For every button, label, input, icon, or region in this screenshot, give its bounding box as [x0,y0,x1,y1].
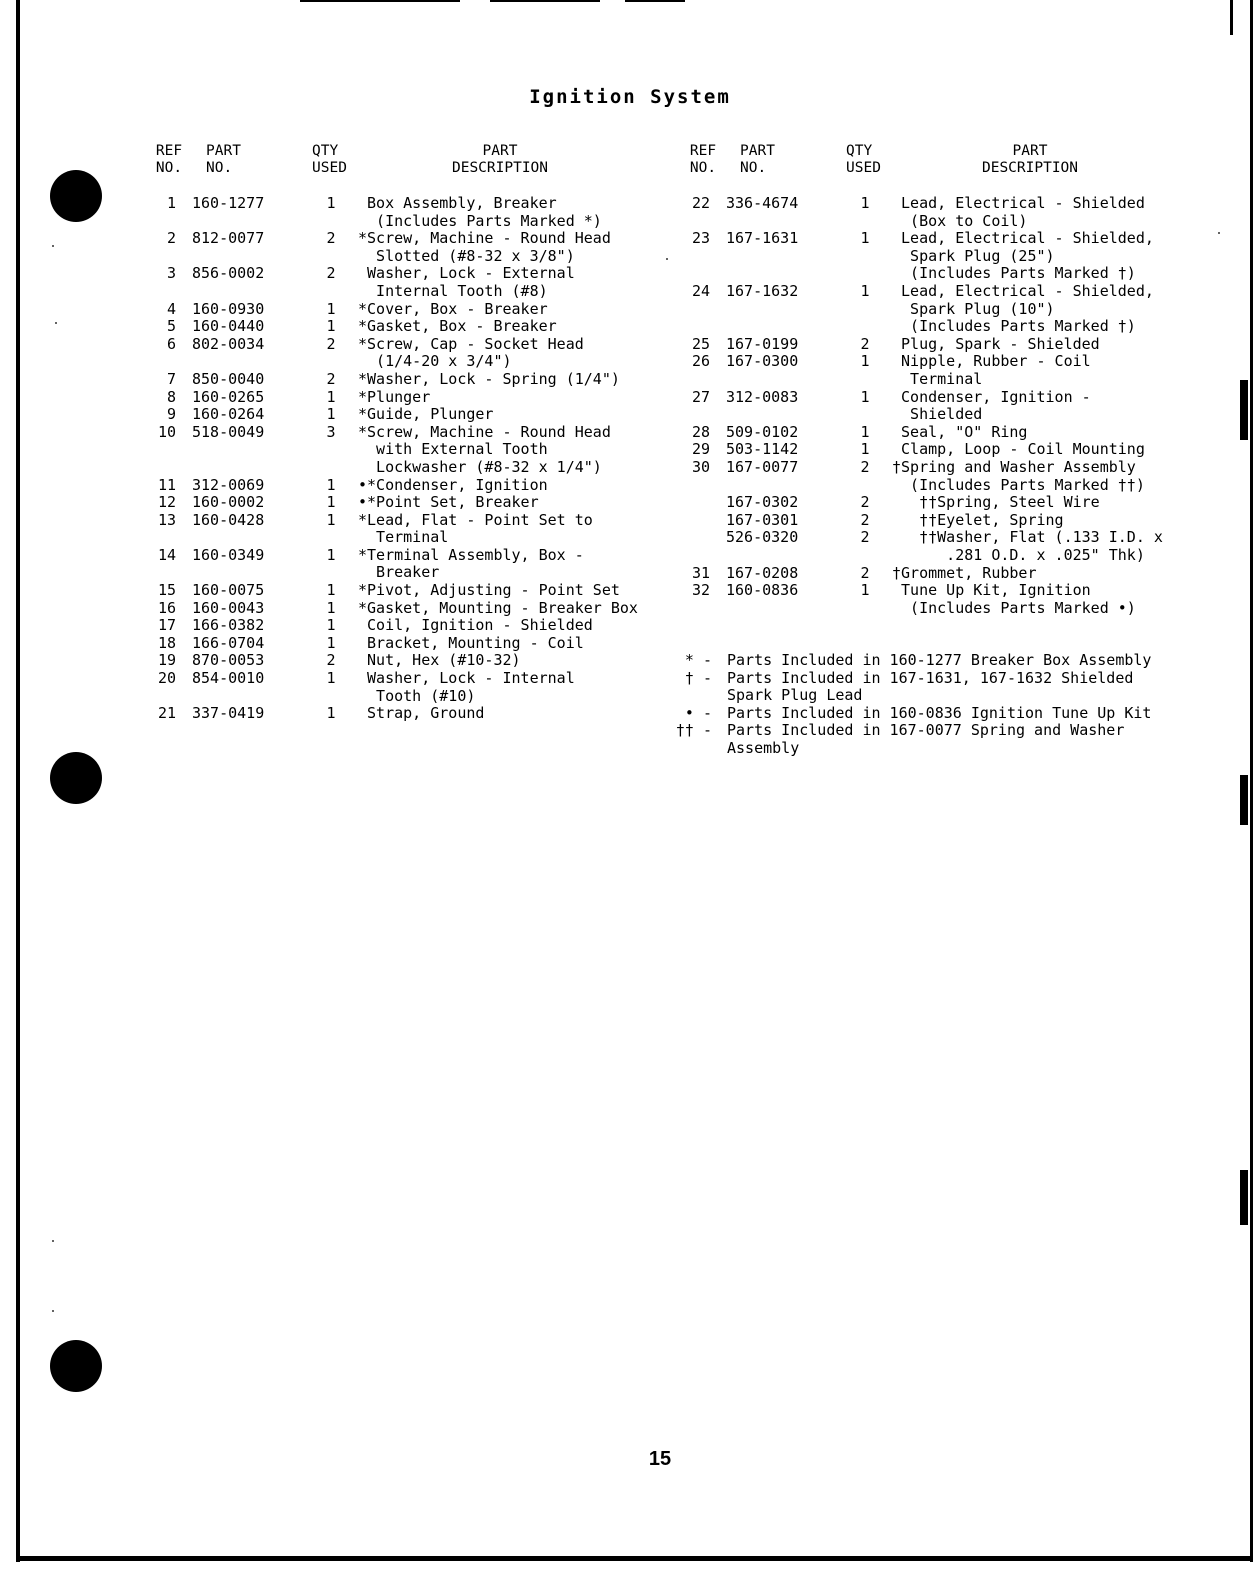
part-no: 160-0836 [726,581,799,600]
description-line: Terminal [892,369,983,388]
ref-no: 28 [691,422,710,441]
header-part-no: PART NO. [740,143,775,176]
qty-used: 1 [326,598,336,617]
qty-used: 2 [326,369,336,388]
parts-row [140,600,670,618]
header-part-description: PART DESCRIPTION [451,143,549,176]
ref-no: 27 [691,387,710,406]
description-line: Nipple, Rubber - Coil [892,352,1091,371]
ref-no: 21 [157,704,176,723]
description-line: *Screw, Machine - Round Head [358,422,611,441]
part-no: 503-1142 [726,440,799,459]
parts-row [674,283,1214,336]
qty-used: 1 [860,387,870,406]
parts-row [140,336,670,371]
footnote-text [727,705,1151,723]
part-description [892,195,1145,230]
part-description [892,494,1100,512]
footnote-text [727,670,1133,705]
part-description [358,670,575,705]
part-description [358,424,611,477]
qty-used: 1 [326,669,336,688]
part-no: 160-0002 [192,493,265,512]
part-no: 160-0428 [192,510,265,529]
scan-line [490,0,600,2]
qty-used: 1 [326,194,336,212]
part-description [892,336,1100,354]
description-line: Tune Up Kit, Ignition [892,581,1091,600]
footnote-line: Spark Plug Lead [727,686,863,705]
qty-used: 1 [326,405,336,424]
parts-row [674,195,1214,230]
description-line: *Gasket, Box - Breaker [358,317,557,336]
footnote-symbol: * - [684,651,712,669]
ref-no: 2 [166,229,176,248]
parts-row [140,230,670,265]
description-line: *Terminal Assembly, Box - [358,545,584,564]
ref-no: 16 [157,598,176,617]
footnote-symbol: † - [684,668,712,687]
qty-used: 1 [860,440,870,459]
part-description [892,424,1027,442]
footnote-symbol: †† - [675,721,712,740]
part-no: 167-1631 [726,229,799,248]
part-no: 856-0002 [192,264,265,283]
qty-used: 1 [860,352,870,371]
part-no: 160-0930 [192,299,265,318]
description-line: *Guide, Plunger [358,405,494,424]
ref-no: 4 [166,299,176,318]
qty-used: 1 [326,475,336,494]
description-line: Plug, Spark - Shielded [892,334,1100,353]
page-border-bottom [16,1556,1252,1561]
description-line: Lead, Electrical - Shielded, [892,281,1154,300]
footnote-line: Parts Included in 167-0077 Spring and Washer [727,721,1125,740]
edge-mark [1240,1170,1248,1225]
part-description [892,230,1154,283]
footnote-line: Assembly [727,738,800,757]
description-line: (Includes Parts Marked *) [358,211,602,230]
description-line: Terminal [358,528,449,547]
ref-no: 32 [691,581,710,600]
part-description [358,195,602,230]
parts-row [674,353,1214,388]
part-description [358,582,620,600]
part-no: 160-1277 [192,194,265,212]
part-description [358,477,548,495]
ref-no: 26 [691,352,710,371]
qty-used: 1 [326,317,336,336]
qty-used: 1 [326,616,336,635]
ref-no: 7 [166,369,176,388]
parts-row [140,494,670,512]
qty-used: 2 [326,334,336,353]
part-no: 312-0069 [192,475,265,494]
parts-row [674,441,1214,459]
footnote-symbol: • - [684,703,712,722]
part-description [358,600,638,618]
qty-used: 2 [860,334,870,353]
ref-no: 9 [166,405,176,424]
speck [52,1310,54,1312]
description-line: Coil, Ignition - Shielded [358,616,593,635]
description-line: •*Condenser, Ignition [358,475,548,494]
description-line: Breaker [358,563,440,582]
ref-no: 6 [166,334,176,353]
qty-used: 3 [326,422,336,441]
part-description [358,512,593,547]
parts-row [674,424,1214,442]
description-line: Washer, Lock - Internal [358,669,575,688]
edge-mark [1230,0,1233,35]
header-qty-used: QTY USED [846,143,881,176]
part-no: 336-4674 [726,194,799,212]
part-no: 167-0300 [726,352,799,371]
page-border-left [16,0,20,1562]
parts-row [674,459,1214,494]
parts-row [140,670,670,705]
description-line: ††Spring, Steel Wire [892,493,1100,512]
part-description [358,705,484,723]
qty-used: 1 [860,581,870,600]
part-description [358,635,584,653]
part-description [358,547,584,582]
footnote-line: Parts Included in 167-1631, 167-1632 Shielded [727,668,1134,687]
qty-used: 2 [860,563,870,582]
qty-used: 2 [860,510,870,529]
ref-no: 5 [166,317,176,336]
footnote-line: Parts Included in 160-0836 Ignition Tune Up Kit [727,703,1152,722]
qty-used: 2 [326,651,336,670]
description-line: Spark Plug (25") [892,246,1055,265]
speck [52,245,54,247]
description-line: Seal, "O" Ring [892,422,1028,441]
parts-row [674,230,1214,283]
part-no: 802-0034 [192,334,265,353]
description-line: (Includes Parts Marked †) [892,317,1136,336]
parts-row [674,494,1214,512]
parts-row [140,477,670,495]
description-line: with External Tooth [358,440,548,459]
ref-no: 31 [691,563,710,582]
parts-table-right [674,195,1214,617]
description-line: †Spring and Washer Assembly [892,457,1136,476]
parts-row [140,371,670,389]
description-line: Nut, Hex (#10-32) [358,651,521,670]
part-description [892,389,1091,424]
parts-row [140,301,670,319]
parts-row [140,318,670,336]
description-line: *Screw, Machine - Round Head [358,229,611,248]
description-line: *Cover, Box - Breaker [358,299,548,318]
ref-no: 30 [691,457,710,476]
part-no: 160-0440 [192,317,265,336]
part-no: 337-0419 [192,704,265,723]
part-no: 166-0704 [192,633,265,652]
qty-used: 2 [326,264,336,283]
qty-used: 1 [860,229,870,248]
part-description [892,459,1145,494]
parts-row [140,195,670,230]
part-no: 160-0349 [192,545,265,564]
part-no: 509-0102 [726,422,799,441]
header-part-no: PART NO. [206,143,241,176]
parts-row [140,406,670,424]
part-description [892,353,1091,388]
description-line: *Plunger [358,387,431,406]
qty-used: 1 [326,387,336,406]
parts-row [140,652,670,670]
ref-no: 10 [157,422,176,441]
ref-no: 23 [691,229,710,248]
qty-used: 2 [860,457,870,476]
description-line: Lockwasher (#8-32 x 1/4") [358,457,602,476]
ref-no: 11 [157,475,176,494]
part-no: 160-0264 [192,405,265,424]
part-description [358,371,620,389]
description-line: *Lead, Flat - Point Set to [358,510,593,529]
edge-mark [1240,775,1248,825]
ref-no: 13 [157,510,176,529]
speck [1218,232,1220,234]
part-description [358,336,584,371]
part-no: 526-0320 [726,528,799,547]
description-line: Slotted (#8-32 x 3/8") [358,246,575,265]
part-no: 518-0049 [192,422,265,441]
header-qty-used: QTY USED [312,143,347,176]
description-line: (Includes Parts Marked †) [892,264,1136,283]
ref-no: 3 [166,264,176,283]
part-description [892,529,1163,564]
footnote-text [727,652,1151,670]
description-line: Internal Tooth (#8) [358,281,548,300]
ref-no: 1 [166,194,176,212]
description-line: Box Assembly, Breaker [358,194,557,212]
qty-used: 1 [326,299,336,318]
description-line: Tooth (#10) [358,686,476,705]
part-no: 850-0040 [192,369,265,388]
section-title: Ignition System [529,86,731,108]
part-no: 854-0010 [192,669,265,688]
parts-row [140,705,670,723]
part-description [358,652,521,670]
ref-no: 22 [691,194,710,212]
parts-row [674,565,1214,583]
qty-used: 1 [326,581,336,600]
part-no: 167-0077 [726,457,799,476]
part-no: 312-0083 [726,387,799,406]
description-line: (Box to Coil) [892,211,1028,230]
part-no: 167-0302 [726,493,799,512]
description-line: (Includes Parts Marked •) [892,598,1136,617]
parts-table-left [140,195,670,723]
description-line: †Grommet, Rubber [892,563,1037,582]
description-line: Strap, Ground [358,704,485,723]
qty-used: 1 [326,545,336,564]
ref-no: 24 [691,281,710,300]
description-line: (1/4-20 x 3/4") [358,352,512,371]
description-line: .281 O.D. x .025" Thk) [892,545,1145,564]
parts-row [674,529,1214,564]
part-no: 167-1632 [726,281,799,300]
page-number: 15 [648,1448,672,1470]
binder-hole [50,1340,102,1392]
part-no: 160-0043 [192,598,265,617]
description-line: Bracket, Mounting - Coil [358,633,584,652]
parts-row [140,389,670,407]
part-description [892,565,1037,583]
parts-row [140,617,670,635]
header-ref-no: REF NO. [689,143,717,176]
edge-mark [1240,380,1248,440]
part-description [358,389,430,407]
ref-no: 8 [166,387,176,406]
footnote-line: Parts Included in 160-1277 Breaker Box Assembly [727,651,1152,669]
part-description [892,582,1136,617]
part-description [358,301,548,319]
parts-row [674,582,1214,617]
description-line: Lead, Electrical - Shielded, [892,229,1154,248]
header-ref-no: REF NO. [155,143,183,176]
ref-no: 25 [691,334,710,353]
description-line: Washer, Lock - External [358,264,575,283]
qty-used: 1 [326,704,336,723]
footnote-text [727,722,1124,757]
qty-used: 1 [860,422,870,441]
binder-hole [50,170,102,222]
parts-row [140,265,670,300]
ref-no: 14 [157,545,176,564]
qty-used: 1 [860,281,870,300]
binder-hole [50,752,102,804]
part-no: 167-0301 [726,510,799,529]
description-line: ††Washer, Flat (.133 I.D. x [892,528,1163,547]
description-line: *Screw, Cap - Socket Head [358,334,584,353]
part-description [892,283,1154,336]
parts-row [140,512,670,547]
parts-row [140,547,670,582]
qty-used: 1 [860,194,870,212]
description-line: Clamp, Loop - Coil Mounting [892,440,1145,459]
description-line: *Gasket, Mounting - Breaker Box [358,598,638,617]
part-description [358,617,593,635]
parts-row [140,582,670,600]
part-no: 870-0053 [192,651,265,670]
part-no: 167-0208 [726,563,799,582]
part-description [358,406,493,424]
part-description [892,512,1064,530]
description-line: •*Point Set, Breaker [358,493,539,512]
parts-row [674,389,1214,424]
part-no: 812-0077 [192,229,265,248]
speck [55,322,57,324]
ref-no: 15 [157,581,176,600]
part-no: 166-0382 [192,616,265,635]
scan-line [300,0,460,2]
qty-used: 2 [860,528,870,547]
parts-row [674,512,1214,530]
speck [52,1240,54,1242]
description-line: Lead, Electrical - Shielded [892,194,1145,212]
qty-used: 1 [326,633,336,652]
header-part-description: PART DESCRIPTION [981,143,1079,176]
part-description [358,494,539,512]
ref-no: 29 [691,440,710,459]
description-line: Shielded [892,405,983,424]
qty-used: 2 [860,493,870,512]
qty-used: 1 [326,493,336,512]
part-no: 160-0265 [192,387,265,406]
parts-row [140,635,670,653]
description-line: Condenser, Ignition - [892,387,1091,406]
part-description [358,265,575,300]
description-line: *Pivot, Adjusting - Point Set [358,581,620,600]
part-description [358,230,611,265]
part-description [358,318,557,336]
ref-no: 12 [157,493,176,512]
ref-no: 18 [157,633,176,652]
scan-line [625,0,685,2]
description-line: *Washer, Lock - Spring (1/4") [358,369,620,388]
part-description [892,441,1145,459]
parts-row [140,424,670,477]
ref-no: 19 [157,651,176,670]
page-border-right [1250,0,1253,1562]
description-line: ††Eyelet, Spring [892,510,1064,529]
description-line: (Includes Parts Marked ††) [892,475,1145,494]
ref-no: 20 [157,669,176,688]
part-no: 160-0075 [192,581,265,600]
qty-used: 2 [326,229,336,248]
part-no: 167-0199 [726,334,799,353]
qty-used: 1 [326,510,336,529]
parts-row [674,336,1214,354]
description-line: Spark Plug (10") [892,299,1055,318]
ref-no: 17 [157,616,176,635]
